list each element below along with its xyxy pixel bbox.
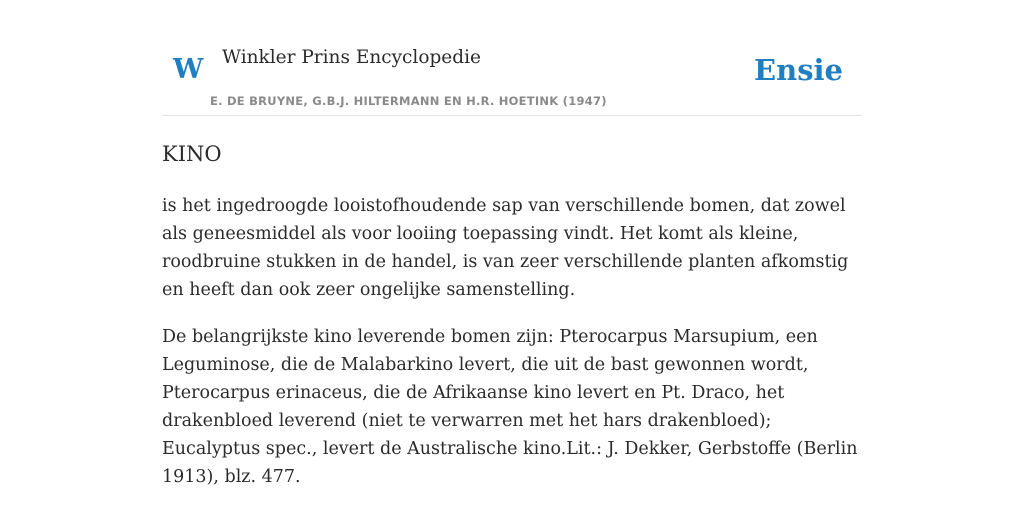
page-header	[162, 0, 862, 116]
article-paragraph: De belangrijkste kino leverende bomen zijn: Pterocarpus Marsupium, een Leguminose, die de Malabarkino levert, die uit de bast gewonnen wordt, Pterocarpus erinaceus, die de Afrikaanse kino levert en Pt. Draco, het drakenbloed leverend (niet te verwarren met het hars drakenbloed); Eucalyptus spec., levert de Australische kino.Lit.: J. Dekker, Gerbstoffe (Berlin 1913), blz. 477.	[162, 327, 858, 487]
article-title: KINO	[162, 142, 222, 166]
edition-authors: E. DE BRUYNE, G.B.J. HILTERMANN EN H.R. HOETINK (1947)	[210, 94, 607, 108]
encyclopedia-logo-w[interactable]: W	[173, 54, 204, 85]
article-body	[162, 192, 862, 510]
page	[162, 0, 862, 512]
ensie-logo-link[interactable]: Ensie	[754, 53, 843, 87]
article-paragraph: is het ingedroogde looistofhoudende sap van verschillende bomen, dat zowel als geneesmiddel als voor looiing toepassing vindt. Het komt als kleine, roodbruine stukken in de handel, is van zeer verschillende planten afkomstig en heeft dan ook zeer ongelijke samenstelling.	[162, 196, 849, 300]
encyclopedia-title[interactable]: Winkler Prins Encyclopedie	[222, 47, 481, 68]
